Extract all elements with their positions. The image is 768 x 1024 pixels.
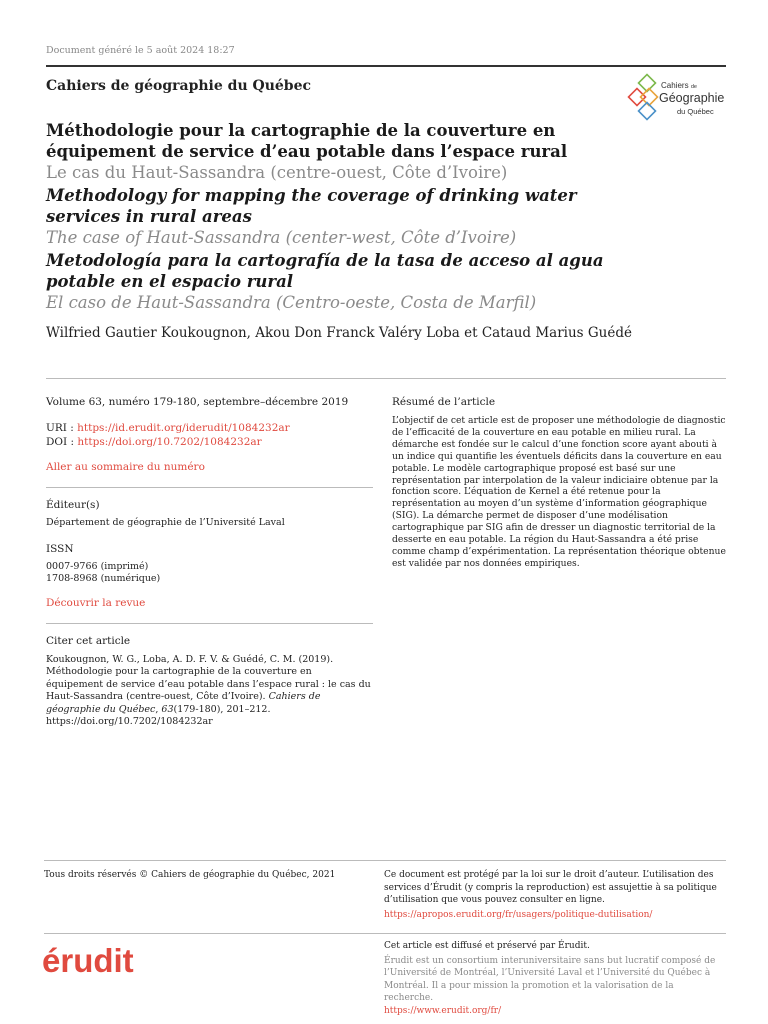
journal-link[interactable]: Découvrir la revue	[46, 596, 146, 609]
abstract-text: L’objectif de cet article est de proposer une méthodologie de diagnostic de l’efficacité de la couverture en eau potable en milieu rural. La démarche est fondée sur le calcul d’une fonction score ayant abouti à un indice qui quantifie les éventuels déficits dans la couverture en eau potable. Le modèle cartographique proposé est basé sur une représentation par interpolation de la valeur indiciaire obtenue par la fonction score. L’équation de Kernel a été retenue pour la représentation au moyen d’un système d’information géographique (SIG). La démarche permet de disposer d’une modélisation cartographique par SIG afin de dresser un diagnostic territorial de la desserte en eau potable. La région du Haut-Sassandra a été prise comme champ d’expérimentation. La représentation théorique obtenue est validée par nos données empiriques.	[392, 415, 726, 569]
footer-divider	[44, 933, 726, 934]
copyright-notice: Ce document est protégé par la loi sur le droit d’auteur. L’utilisation des services d’Érudit (y compris la reproduction) est assujettie à sa politique d’utilisation que vous pouvez consulter en ligne. https://apropos.erudit.org/fr/usagers/politique-dutilisation/	[384, 869, 724, 921]
top-divider	[46, 65, 726, 67]
citation: Koukougnon, W. G., Loba, A. D. F. V. & Guédé, C. M. (2019). Méthodologie pour la cartographie de la couverture en équipement de service d’eau potable dans l’espace rural : le cas du Haut-Sassandra (centre-ouest, Côte d’Ivoire). Cahiers de géographie du Québec, 63(179-180), 201–212. https://doi.org/10.7202/1084232ar	[46, 653, 371, 727]
rights-notice: Tous droits réservés © Cahiers de géographie du Québec, 2021	[44, 870, 336, 880]
subtitle-french: Le cas du Haut-Sassandra (centre-ouest, Côte d’Ivoire)	[46, 163, 508, 182]
logo-line3: du Québec	[677, 107, 714, 116]
journal-name: Cahiers de géographie du Québec	[46, 78, 312, 94]
title-block	[46, 120, 606, 313]
authors: Wilfried Gautier Koukougnon, Akou Don Franck Valéry Loba et Cataud Marius Guédé	[46, 325, 632, 341]
title-spanish: Metodología para la cartografía de la tasa de acceso al agua potable en el espacio rural	[46, 251, 604, 291]
diffuse-text: Cet article est diffusé et préservé par Érudit.	[384, 941, 590, 951]
svg-text:érudit: érudit	[42, 942, 134, 978]
journal-logo[interactable]	[625, 73, 735, 125]
divider	[46, 623, 373, 624]
erudit-notice	[384, 940, 724, 1017]
title-french: Méthodologie pour la cartographie de la couverture en équipement de service d’eau potable dans l’espace rural	[46, 121, 568, 161]
citation-doi: https://doi.org/10.7202/1084232ar	[46, 716, 213, 727]
policy-link[interactable]: https://apropos.erudit.org/fr/usagers/politique-dutilisation/	[384, 909, 653, 920]
erudit-link[interactable]: https://www.erudit.org/fr/	[384, 1005, 502, 1016]
divider	[46, 487, 373, 488]
abstract-section	[392, 395, 727, 570]
article-metadata	[46, 395, 376, 729]
subtitle-english: The case of Haut-Sassandra (center-west, Côte d’Ivoire)	[46, 228, 517, 247]
volume-info: Volume 63, numéro 179-180, septembre–décembre 2019	[46, 396, 349, 408]
erudit-logo-icon	[42, 938, 152, 978]
title-english: Methodology for mapping the coverage of drinking water services in rural areas	[46, 186, 577, 226]
cite-heading: Citer cet article	[46, 634, 131, 647]
abstract-heading: Résumé de l’article	[392, 396, 496, 408]
issn-print: 0007-9766 (imprimé)	[46, 560, 149, 572]
doi-link[interactable]: https://doi.org/10.7202/1084232ar	[77, 436, 262, 448]
section-divider	[46, 378, 726, 379]
issn-heading: ISSN	[46, 542, 74, 555]
erudit-logo[interactable]	[42, 938, 152, 978]
uri-link[interactable]: https://id.erudit.org/iderudit/1084232ar	[77, 422, 290, 434]
generated-date: Document généré le 5 août 2024 18:27	[46, 45, 235, 56]
publisher-name: Département de géographie de l’Université Laval	[46, 517, 285, 528]
footer-divider	[44, 860, 726, 861]
logo-line2: Géographie	[659, 91, 725, 105]
publisher-heading: Éditeur(s)	[46, 499, 100, 511]
issue-link[interactable]: Aller au sommaire du numéro	[46, 461, 205, 473]
uri-line: URI : https://id.erudit.org/iderudit/1084232ar	[46, 422, 290, 434]
logo-line1: Cahiers de	[661, 81, 697, 90]
doi-line: DOI : https://doi.org/10.7202/1084232ar	[46, 436, 262, 448]
subtitle-spanish: El caso de Haut-Sassandra (Centro-oeste, Costa de Marfil)	[46, 293, 537, 312]
erudit-description: Érudit est un consortium interuniversitaire sans but lucratif composé de l’Université de Montréal, l’Université Laval et l’Université du Québec à Montréal. Il a pour mission la promotion et la valorisation de la recherche.	[384, 955, 716, 1003]
issn-digital: 1708-8968 (numérique)	[46, 573, 161, 584]
